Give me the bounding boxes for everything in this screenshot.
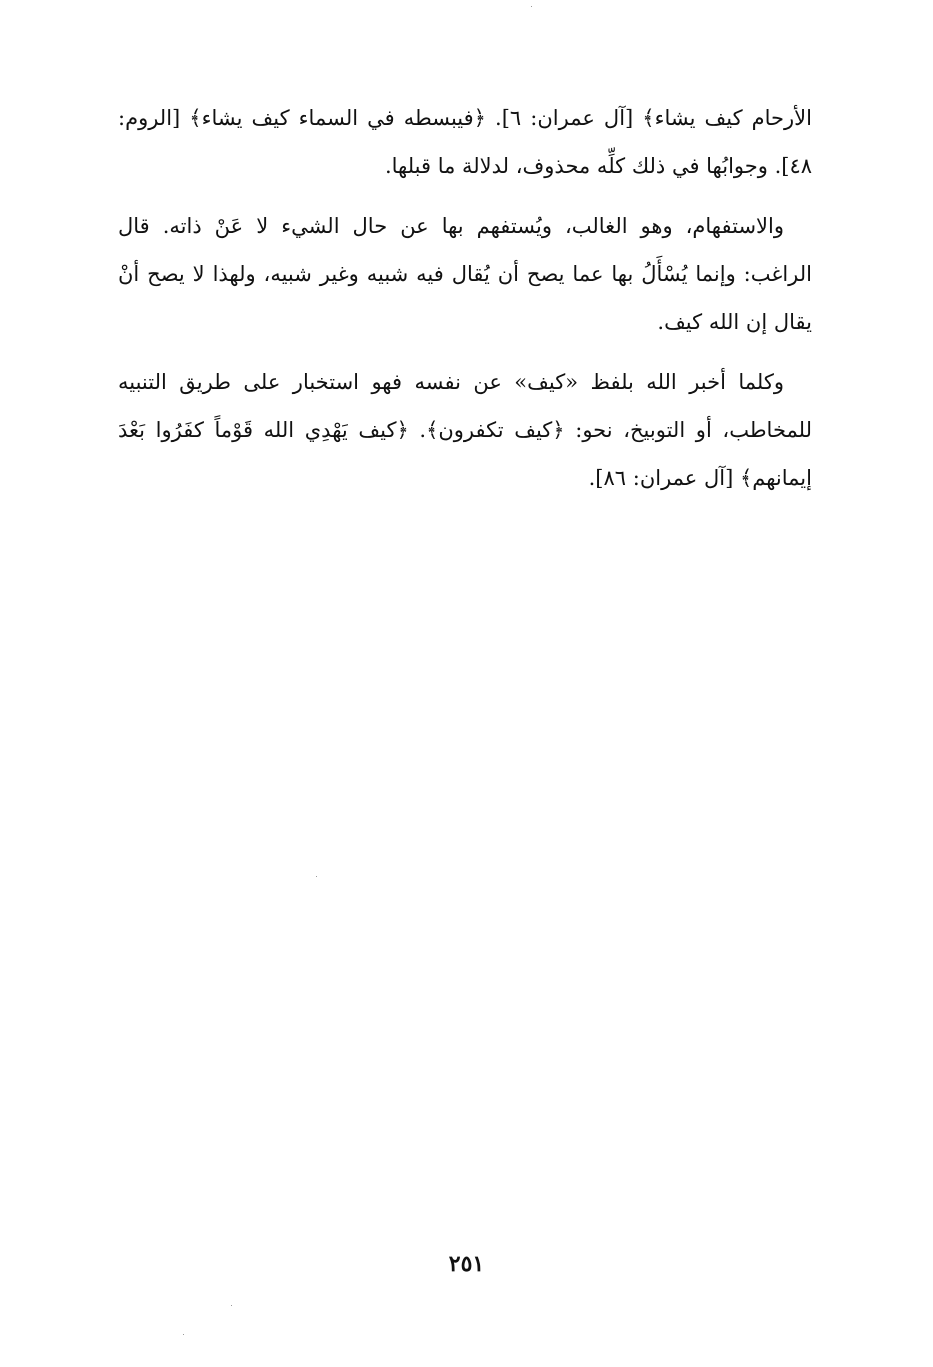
paragraph-3: وكلما أخبر الله بلفظ «كيف» عن نفسه فهو استخبار على طريق التنبيه للمخاطب، أو التوبيخ، نحو: ﴿كيف تكفرون﴾. ﴿كيف يَهْدِي الله قَوْماً كفَرُوا بَعْدَ إيمانهم﴾ [آل عمران: ٨٦]. xyxy=(118,370,812,490)
scan-speck xyxy=(183,1334,184,1335)
scan-speck xyxy=(531,6,532,7)
scan-speck xyxy=(231,1305,232,1306)
paragraph-1: الأرحام كيف يشاء﴾ [آل عمران: ٦]. ﴿فيبسطه في السماء كيف يشاء﴾ [الروم: ٤٨]. وجوابُها في ذلك كلِّه محذوف، لدلالة ما قبلها. xyxy=(118,106,812,178)
page-number: ٢٥١ xyxy=(448,1251,485,1277)
scan-speck xyxy=(316,876,317,877)
paragraph-2: والاستفهام، وهو الغالب، ويُستفهم بها عن حال الشيء لا عَنْ ذاته. قال الراغب: وإنما يُسْأَلُ بها عما يصح أن يُقال فيه شبيه وغير شبيه، ولهذا لا يصح أنْ يقال إن الله كيف. xyxy=(118,214,812,334)
body-text xyxy=(118,94,812,502)
